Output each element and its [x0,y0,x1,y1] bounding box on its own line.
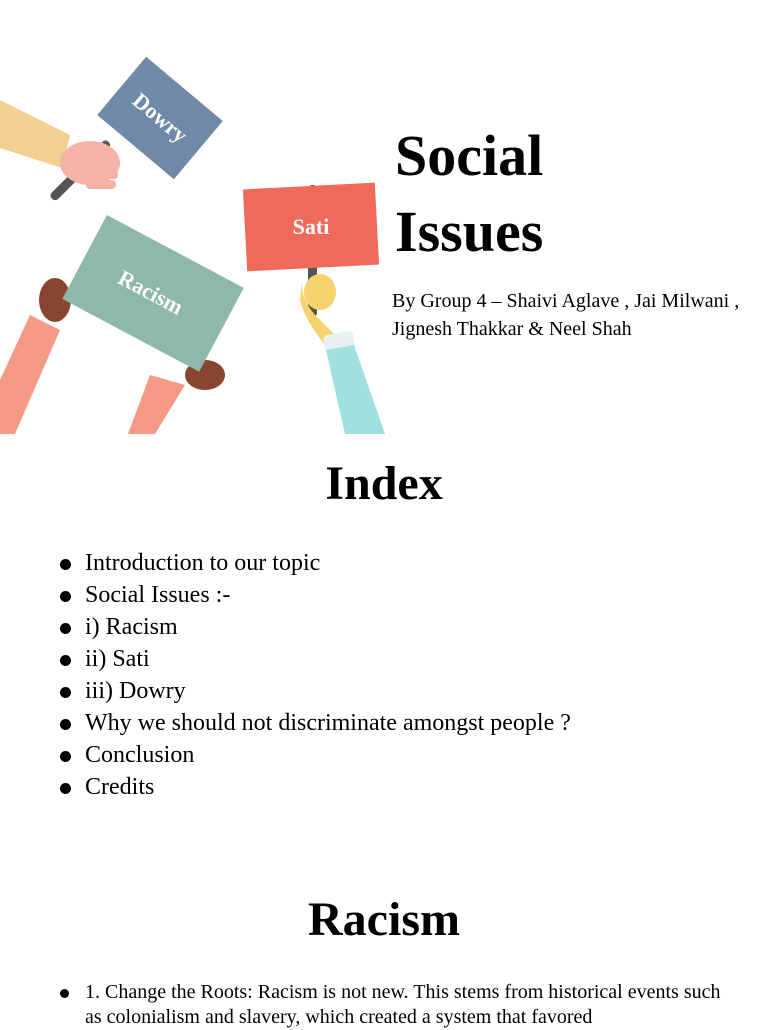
racism-sign-text: Racism [114,264,188,320]
list-item: Credits [60,771,571,803]
racism-slide [0,870,768,1028]
list-item: i) Racism [60,611,571,643]
page-title [395,118,755,270]
title-line-2: Issues [395,199,544,264]
list-item: Social Issues :- [60,579,571,611]
index-slide [0,434,768,844]
protest-signs-illustration [0,0,390,434]
index-title: Index [325,457,443,510]
list-item: ii) Sati [60,643,571,675]
list-item: Why we should not discriminate amongst people ? [60,707,571,739]
list-item: Introduction to our topic [60,547,571,579]
byline: By Group 4 – Shaivi Aglave , Jai Milwani , Jignesh Thakkar & Neel Shah [392,290,740,340]
index-list [60,547,571,803]
title-slide [0,0,768,434]
dowry-sign-text: Dowry [127,87,193,148]
racism-group [0,215,244,434]
racism-title: Racism [308,893,460,946]
list-item: Conclusion [60,739,571,771]
sati-group [243,183,385,434]
title-line-1: Social [395,123,544,188]
racism-list [60,980,740,1030]
list-item: iii) Dowry [60,675,571,707]
list-item: 1. Change the Roots: Racism is not new. This stems from historical events such as colonialism and slavery, which created a system that favored [60,980,740,1030]
sati-sign-text: Sati [292,214,330,239]
